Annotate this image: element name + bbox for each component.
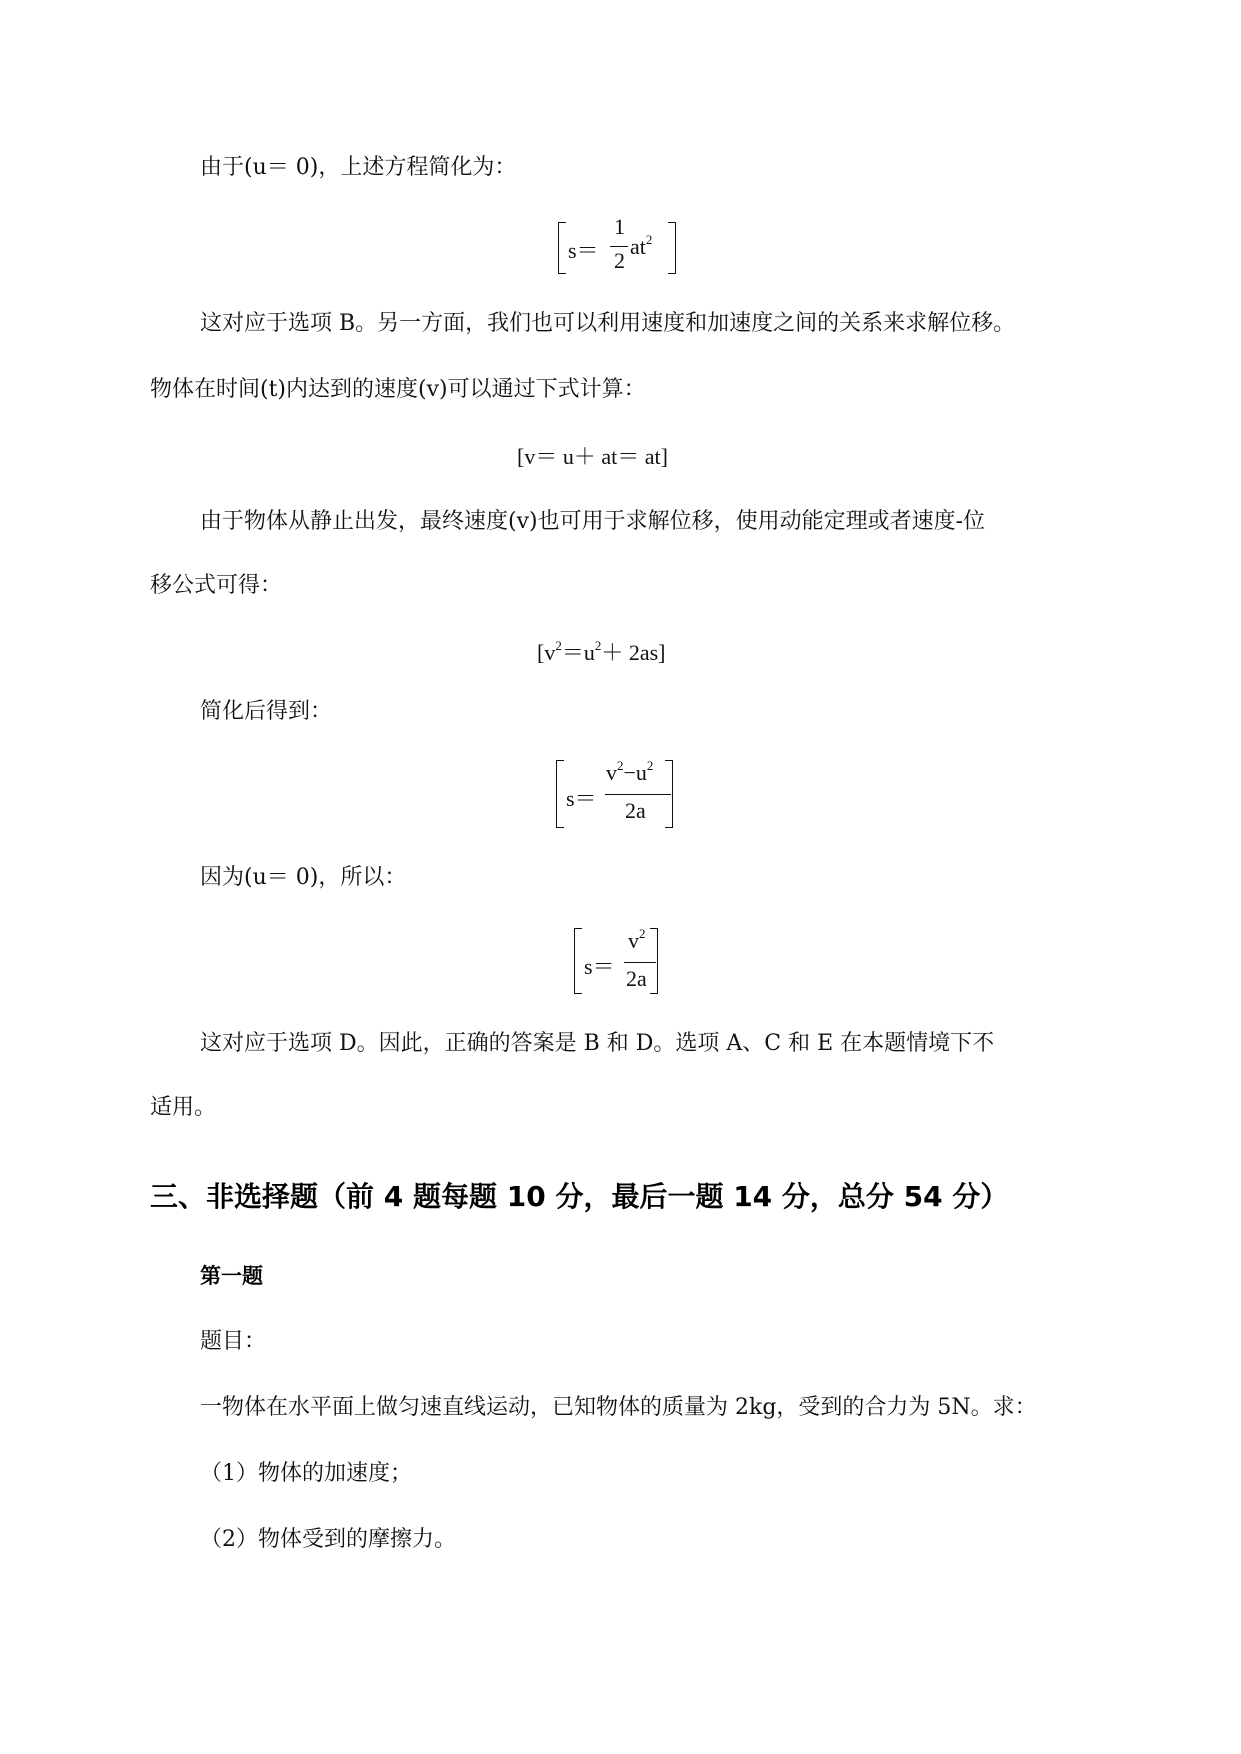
question-sub-1: （1）物体的加速度； xyxy=(200,1461,412,1486)
question-text: 一物体在水平面上做匀速直线运动，已知物体的质量为 2kg，受到的合力为 5N。求： xyxy=(200,1395,1037,1420)
paragraph-formula-intro: 移公式可得： xyxy=(150,573,283,598)
paragraph-answer: 这对应于选项 D。因此，正确的答案是 B 和 D。选项 A、C 和 E 在本题情境下不 xyxy=(200,1031,995,1056)
paragraph-option-b: 这对应于选项 B。另一方面，我们也可以利用速度和加速度之间的关系来求解位移。 xyxy=(200,311,1016,336)
equation-v-u-plus-at: [v＝ u＋ at＝ at] xyxy=(517,444,668,469)
question-sub-2: （2）物体受到的摩擦力。 xyxy=(200,1527,456,1552)
paragraph-kinetic-energy: 由于物体从静止出发，最终速度(v)也可用于求解位移，使用动能定理或者速度-位 xyxy=(200,509,986,534)
paragraph-not-applicable: 适用。 xyxy=(150,1095,217,1120)
paragraph-u-zero-simplify: 由于(u＝ 0)，上述方程简化为： xyxy=(200,155,517,180)
equation-v-squared: $[v^2=u^2+ 2as]$ xyxy=(537,638,666,665)
question-label: 题目： xyxy=(200,1329,267,1354)
paragraph-simplified: 简化后得到： xyxy=(200,699,333,724)
paragraph-velocity-intro: 物体在时间(t)内达到的速度(v)可以通过下式计算： xyxy=(150,377,646,402)
question-title: 第一题 xyxy=(200,1264,263,1288)
section-heading: 三、非选择题（前 4 题每题 10 分，最后一题 14 分，总分 54 分） xyxy=(150,1180,1009,1213)
paragraph-u-zero-therefore: 因为(u＝ 0)，所以： xyxy=(200,865,407,890)
